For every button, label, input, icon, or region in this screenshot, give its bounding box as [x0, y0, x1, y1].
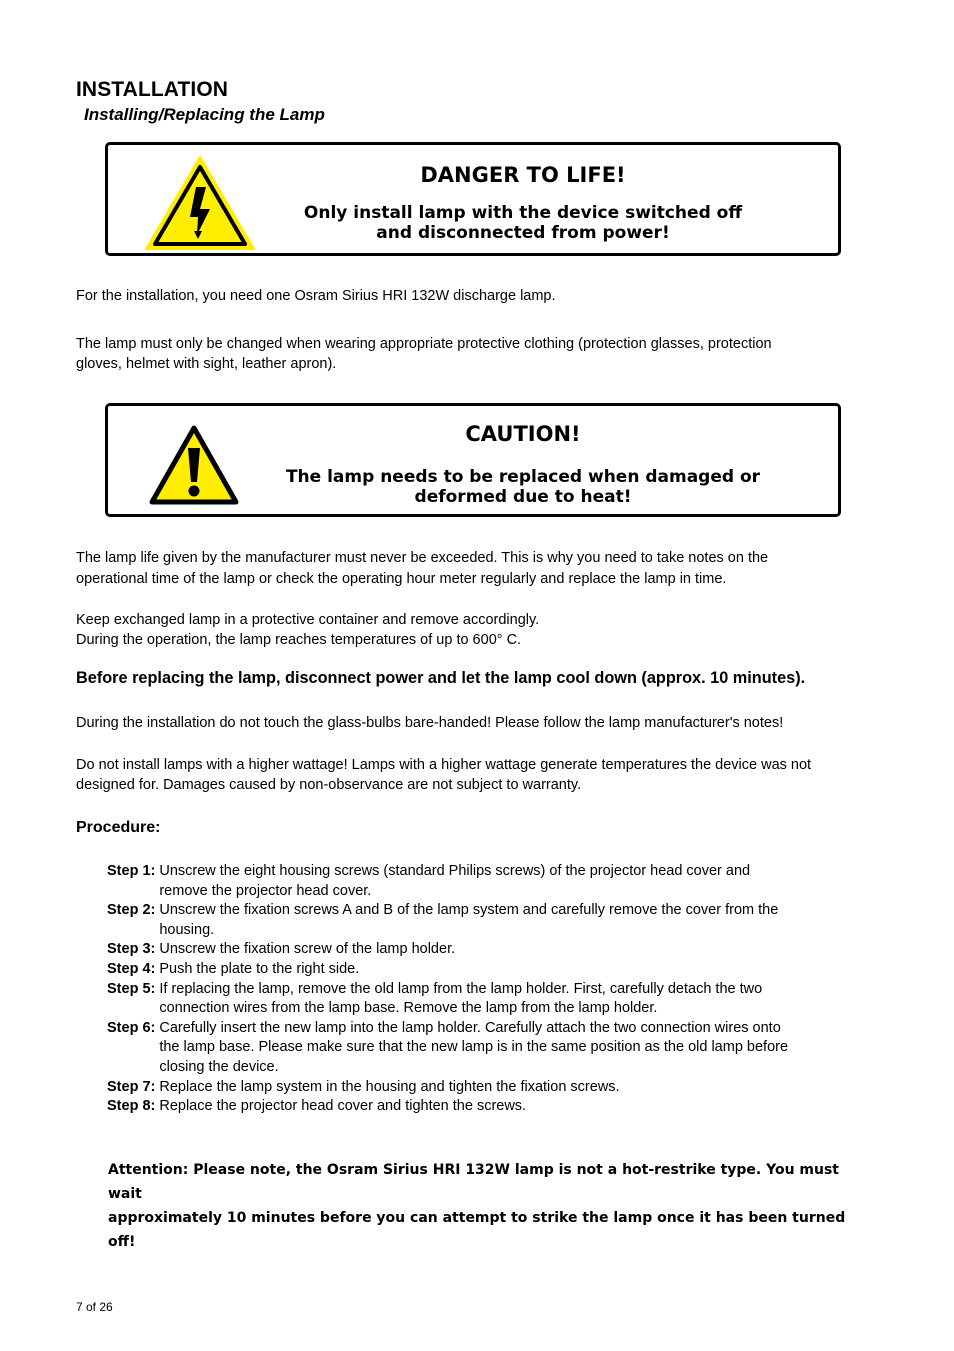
- danger-warning-box: [105, 142, 841, 256]
- step-text: [159, 1019, 867, 1078]
- step-text-line: Unscrew the fixation screws A and B of the lamp system and carefully remove the cover from the: [159, 902, 779, 919]
- step-text: [159, 1078, 867, 1098]
- step-label: Step 2:: [107, 902, 156, 919]
- lamp-life-paragraph: [76, 548, 876, 590]
- step-text: [159, 960, 867, 980]
- step-text-line: Replace the lamp system in the housing and tighten the fixation screws.: [159, 1078, 620, 1095]
- step-text-line: closing the device.: [159, 1058, 279, 1075]
- procedure-step: [107, 960, 867, 980]
- procedure-step: [107, 980, 867, 1019]
- step-text: [159, 901, 867, 940]
- wattage-line-1: Do not install lamps with a higher wattage! Lamps with a higher wattage generate temperatures the device was not: [76, 757, 812, 773]
- step-text-line: Unscrew the fixation screw of the lamp holder.: [159, 941, 456, 958]
- protective-clothing-paragraph: [76, 335, 876, 374]
- step-text-line: Push the plate to the right side.: [159, 960, 360, 977]
- attention-line-2: approximately 10 minutes before you can attempt to strike the lamp once it has been turned off!: [108, 1210, 846, 1250]
- attention-notice: [108, 1158, 848, 1254]
- step-text: [159, 862, 867, 901]
- wattage-line-2: designed for. Damages caused by non-observance are not subject to warranty.: [76, 776, 582, 793]
- caution-title: CAUTION!: [465, 422, 581, 446]
- lamp-life-line-2: operational time of the lamp or check the operating hour meter regularly and replace the lamp in time.: [76, 571, 727, 587]
- step-text-line: remove the projector head cover.: [159, 882, 372, 899]
- step-text: [159, 980, 867, 1019]
- exclamation-warning-icon: [148, 424, 240, 506]
- caution-line-1: The lamp needs to be replaced when damaged or: [285, 467, 761, 487]
- attention-line-1: Attention: Please note, the Osram Sirius HRI 132W lamp is not a hot-restrike type. You must wait: [108, 1162, 840, 1202]
- danger-line-2: and disconnected from power!: [376, 223, 670, 243]
- protective-line-1: The lamp must only be changed when wearing appropriate protective clothing (protection glasses, protection: [76, 336, 772, 352]
- keep-line-1: Keep exchanged lamp in a protective container and remove accordingly.: [76, 612, 540, 628]
- procedure-step: [107, 862, 867, 901]
- caution-line-2: deformed due to heat!: [414, 487, 632, 507]
- step-text: [159, 940, 867, 960]
- step-label: Step 3:: [107, 941, 156, 958]
- protective-line-2: gloves, helmet with sight, leather apron).: [76, 355, 337, 372]
- procedure-step: [107, 1097, 867, 1117]
- step-text: [159, 1097, 867, 1117]
- keep-exchanged-paragraph: [76, 611, 876, 650]
- keep-line-2: During the operation, the lamp reaches temperatures of up to 600° C.: [76, 631, 522, 648]
- glass-bulb-paragraph: During the installation do not touch the glass-bulbs bare-handed! Please follow the lamp manufacturer's notes!: [76, 715, 784, 731]
- cool-down-notice: Before replacing the lamp, disconnect power and let the lamp cool down (approx. 10 minutes).: [76, 669, 806, 687]
- step-text-line: housing.: [159, 921, 215, 938]
- page-heading: INSTALLATION: [76, 78, 229, 101]
- procedure-step: [107, 1078, 867, 1098]
- danger-title: DANGER TO LIFE!: [420, 163, 626, 187]
- section-subheading: Installing/Replacing the Lamp: [84, 105, 325, 124]
- caution-warning-box: [105, 403, 841, 517]
- step-text-line: Replace the projector head cover and tighten the screws.: [159, 1098, 527, 1115]
- step-label: Step 5:: [107, 980, 156, 997]
- step-text-line: connection wires from the lamp base. Remove the lamp from the lamp holder.: [159, 1000, 658, 1017]
- procedure-heading: Procedure:: [76, 819, 161, 836]
- step-text-line: Unscrew the eight housing screws (standard Philips screws) of the projector head cover and: [159, 863, 751, 879]
- procedure-step: [107, 1019, 867, 1078]
- lamp-type-paragraph: For the installation, you need one Osram Sirius HRI 132W discharge lamp.: [76, 288, 556, 304]
- procedure-steps-list: [107, 862, 867, 1117]
- step-text-line: Carefully insert the new lamp into the lamp holder. Carefully attach the two connection wires onto: [159, 1019, 781, 1036]
- procedure-step: [107, 940, 867, 960]
- step-label: Step 4:: [107, 960, 156, 977]
- danger-line-1: Only install lamp with the device switched off: [303, 203, 743, 223]
- step-label: Step 8:: [107, 1098, 156, 1115]
- step-text-line: If replacing the lamp, remove the old lamp from the lamp holder. First, carefully detach the two: [159, 980, 763, 997]
- page-number: 7 of 26: [76, 1300, 113, 1314]
- step-label: Step 1:: [107, 863, 156, 879]
- lamp-life-line-1: The lamp life given by the manufacturer must never be exceeded. This is why you need to take notes on the: [76, 550, 769, 566]
- step-label: Step 7:: [107, 1078, 156, 1095]
- procedure-step: [107, 901, 867, 940]
- high-voltage-warning-icon: [144, 155, 256, 251]
- step-text-line: the lamp base. Please make sure that the new lamp is in the same position as the old lamp before: [159, 1039, 789, 1056]
- step-label: Step 6:: [107, 1019, 156, 1036]
- wattage-paragraph: [76, 756, 876, 795]
